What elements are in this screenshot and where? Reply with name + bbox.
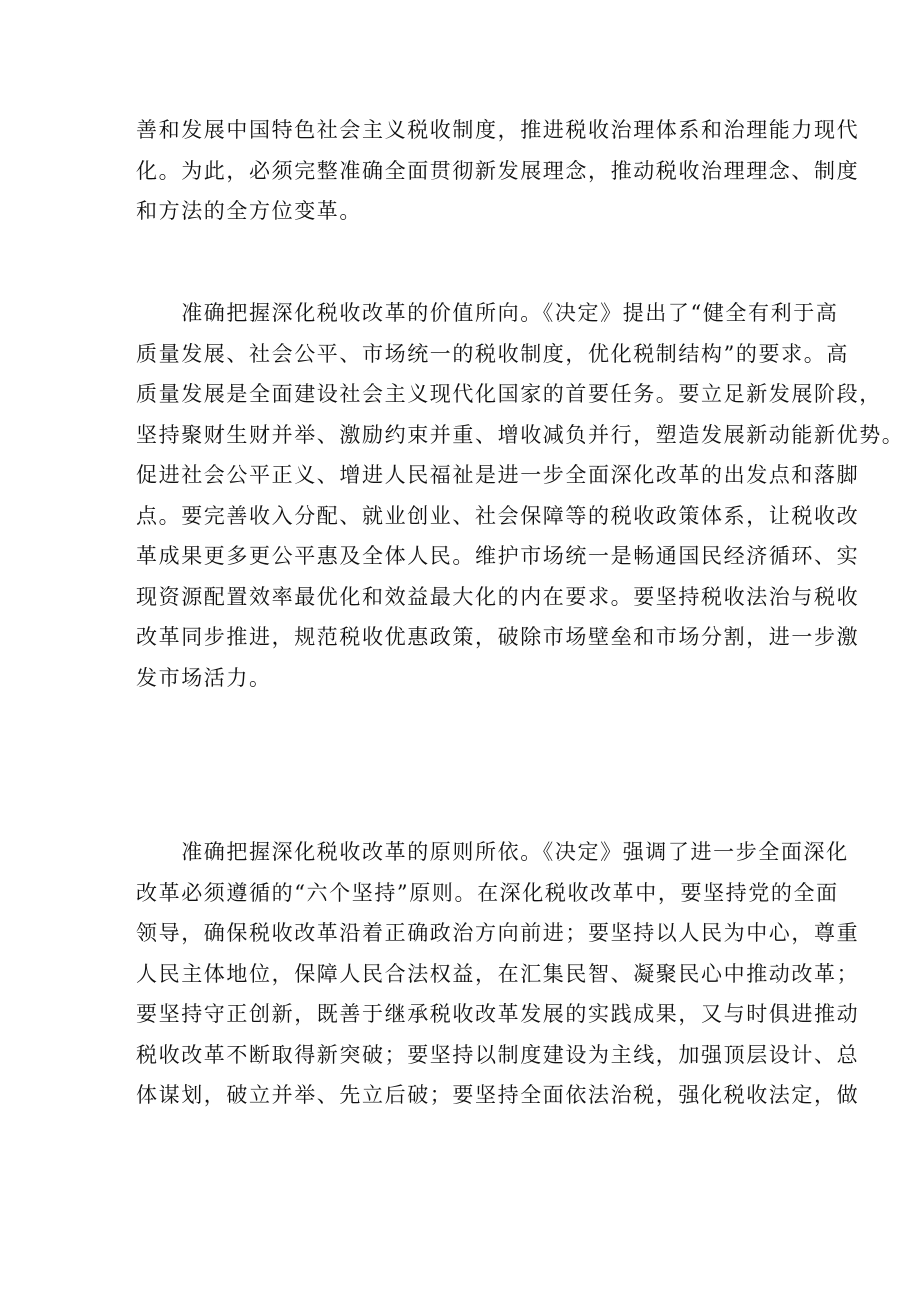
paragraph-1 (136, 110, 860, 232)
text-line: 现资源配置效率最优化和效益最大化的内在要求。要坚持税收法治与税收 (136, 584, 860, 609)
text-line: 准确把握深化税收改革的原则所依。《决定》强调了进一步全面深化 (136, 840, 849, 864)
text-line: 和方法的全方位变革。 (136, 199, 362, 223)
text-line: 准确把握深化税收改革的价值所向。《决定》提出了“健全有利于高 (136, 301, 839, 325)
text-line: 坚持聚财生财并举、激励约束并重、增收减负并行，塑造发展新动能新优势。 (136, 422, 905, 447)
paragraph-3 (136, 832, 860, 1116)
text-line: 领导，确保税收改革沿着正确政治方向前进；要坚持以人民为中心，尊重 (136, 921, 860, 945)
text-line: 发市场活力。 (136, 665, 272, 690)
text-line: 改革必须遵循的“六个坚持”原则。在深化税收改革中，要坚持党的全面 (136, 880, 839, 905)
text-line: 质量发展是全面建设社会主义现代化国家的首要任务。要立足新发展阶段， (136, 382, 882, 406)
paragraph-2 (136, 293, 905, 698)
text-line: 质量发展、社会公平、市场统一的税收制度，优化税制结构”的要求。高 (136, 341, 849, 366)
text-line: 善和发展中国特色社会主义税收制度，推进税收治理体系和治理能力现代 (136, 118, 860, 142)
text-line: 革成果更多更公平惠及全体人民。维护市场统一是畅通国民经济循环、实 (136, 544, 860, 568)
text-line: 人民主体地位，保障人民合法权益，在汇集民智、凝聚民心中推动改革； (136, 961, 860, 986)
text-line: 体谋划，破立并举、先立后破；要坚持全面依法治税，强化税收法定，做 (136, 1083, 860, 1107)
text-line: 要坚持守正创新，既善于继承税收改革发展的实践成果，又与时俱进推动 (136, 1002, 860, 1026)
text-line: 促进社会公平正义、增进人民福祉是进一步全面深化改革的出发点和落脚 (136, 463, 860, 487)
text-line: 点。要完善收入分配、就业创业、社会保障等的税收政策体系，让税收改 (136, 503, 860, 528)
text-line: 化。为此，必须完整准确全面贯彻新发展理念，推动税收治理理念、制度 (136, 158, 860, 183)
text-line: 改革同步推进，规范税收优惠政策，破除市场壁垒和市场分割，进一步激 (136, 625, 860, 649)
text-line: 税收改革不断取得新突破；要坚持以制度建设为主线，加强顶层设计、总 (136, 1042, 860, 1067)
